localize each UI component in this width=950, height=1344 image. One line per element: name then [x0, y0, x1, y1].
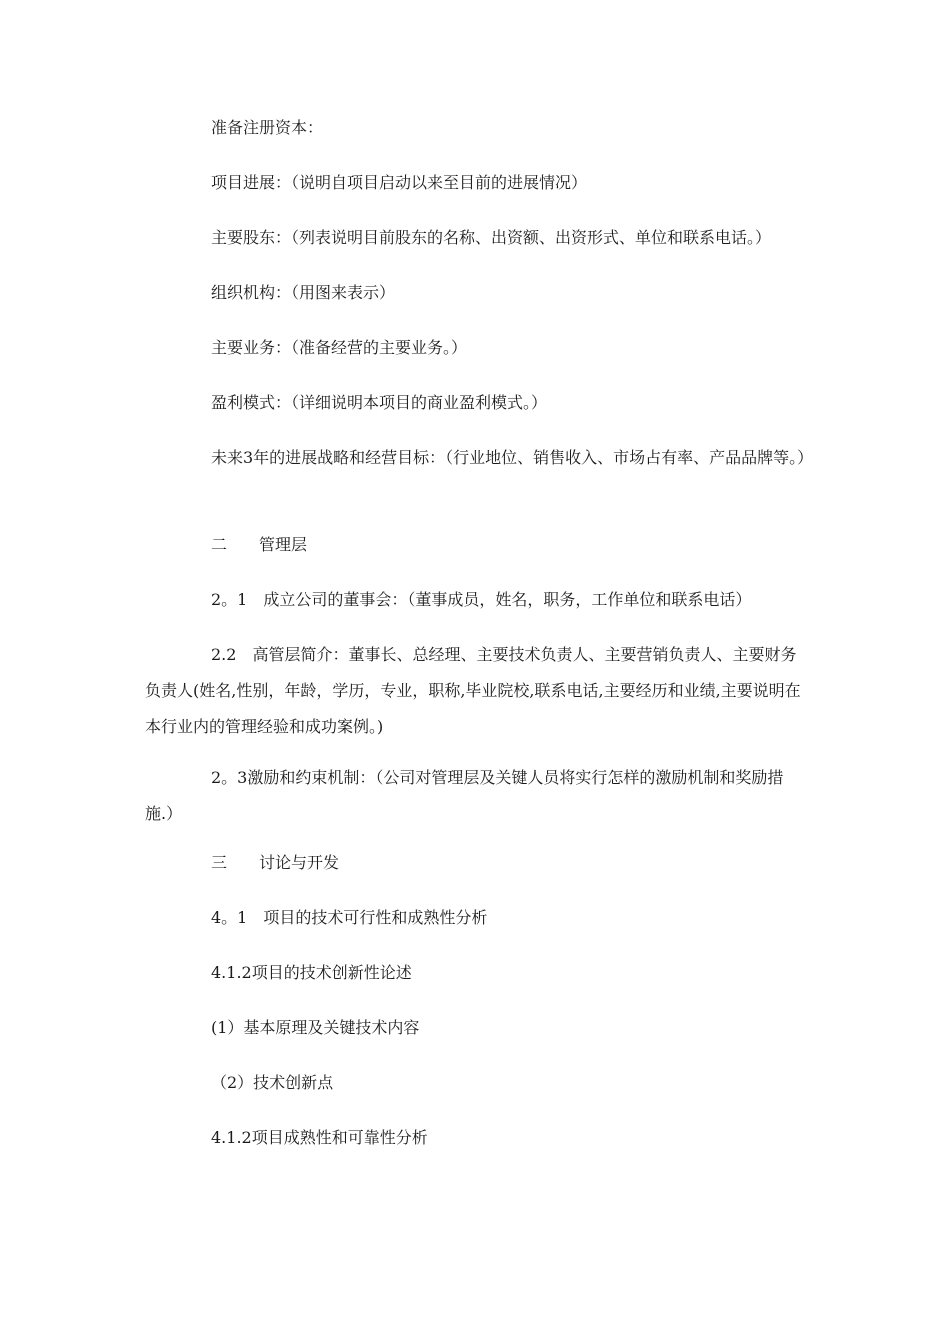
paragraph-main-business: 主要业务：（准备经营的主要业务。）	[211, 338, 468, 357]
paragraph-innovation-points: （2）技术创新点	[211, 1073, 334, 1092]
paragraph-registered-capital: 准备注册资本：	[211, 118, 324, 137]
paragraph-board-of-directors: 2。1 成立公司的董事会：（董事成员，姓名，职务，工作单位和联系电话）	[211, 590, 752, 609]
paragraph-main-shareholders: 主要股东：（列表说明目前股东的名称、出资额、出资形式、单位和联系电话。）	[211, 228, 772, 247]
paragraph-maturity-reliability: 4.1.2项目成熟性和可靠性分析	[211, 1128, 428, 1147]
paragraph-three-year-strategy: 未来3年的进展战略和经营目标：（行业地位、销售收入、市场占有率、产品品牌等。）	[211, 448, 814, 467]
section-heading-management: 二 管理层	[211, 535, 308, 554]
paragraph-basic-principles: (1）基本原理及关键技术内容	[211, 1018, 420, 1037]
section-heading-research-development: 三 讨论与开发	[211, 853, 340, 872]
paragraph-project-progress: 项目进展：（说明自项目启动以来至目前的进展情况）	[211, 173, 588, 192]
paragraph-organization: 组织机构：（用图来表示）	[211, 283, 396, 302]
paragraph-technical-feasibility: 4。1 项目的技术可行性和成熟性分析	[211, 908, 488, 927]
paragraph-executive-profile: 2.2 高管层简介：董事长、总经理、主要技术负责人、主要营销负责人、主要财务负责人(姓名,性别，年龄，学历，专业，职称,毕业院校,联系电话,主要经历和业绩,主要说明在本行业内的管理经验和成功案例。)	[145, 645, 801, 736]
paragraph-incentive-mechanism: 2。3激励和约束机制：（公司对管理层及关键人员将实行怎样的激励机制和奖励措施.）	[145, 768, 784, 823]
paragraph-technical-innovation: 4.1.2项目的技术创新性论述	[211, 963, 412, 982]
paragraph-profit-model: 盈利模式：（详细说明本项目的商业盈利模式。）	[211, 393, 548, 412]
